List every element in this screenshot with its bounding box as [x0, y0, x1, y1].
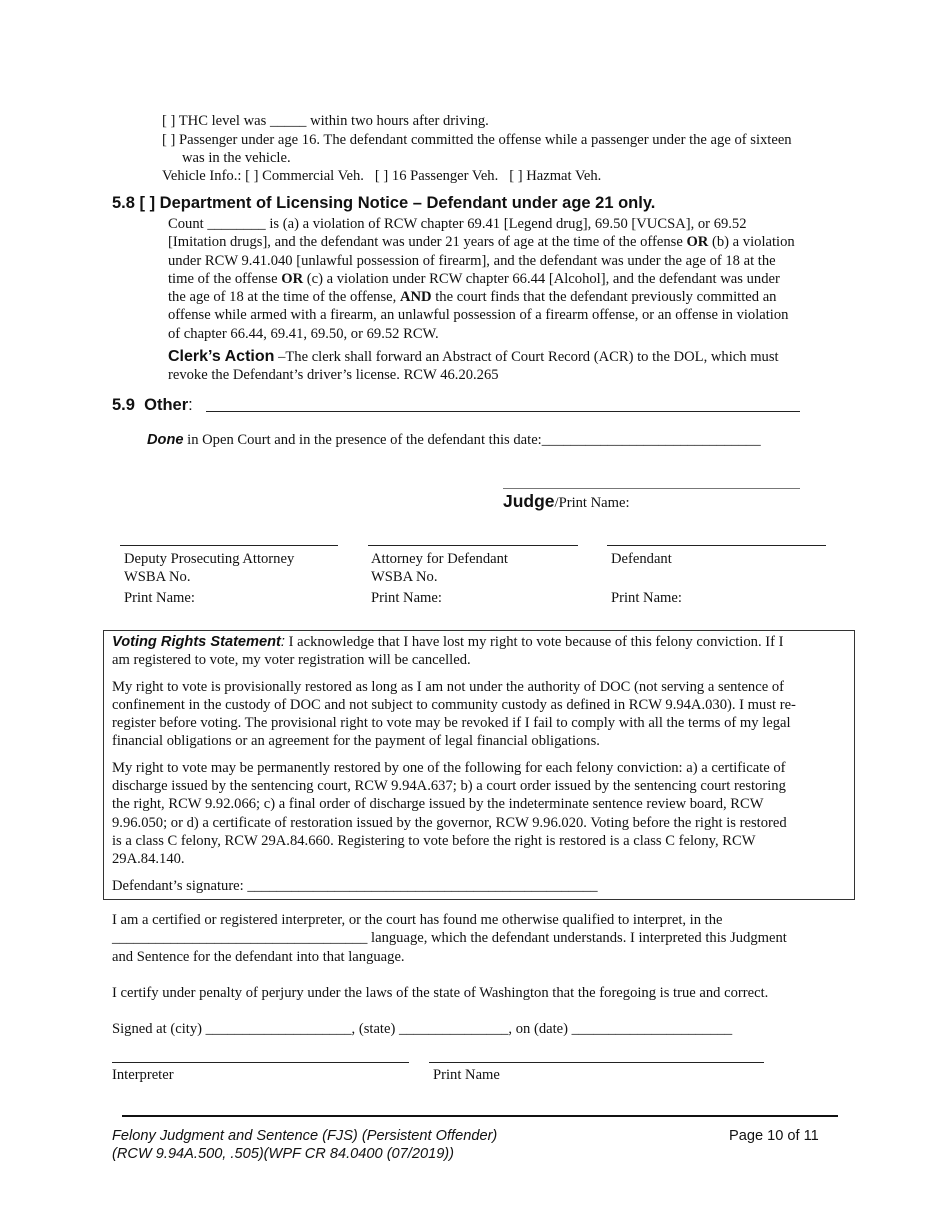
- language-field[interactable]: ___________________________________ language, which the defendant understands. I interpreted this Judgment: [112, 930, 787, 947]
- interpreter-signature-line[interactable]: [112, 1062, 409, 1063]
- section-5-8-heading: 5.8 [ ] Department of Licensing Notice – Defendant under age 21 only.: [112, 194, 656, 212]
- dol-line-3: under RCW 9.41.040 [unlawful possession of firearm], and the defendant was under the age of 18 at the: [168, 252, 776, 269]
- interpreter-print-name-line[interactable]: [429, 1062, 764, 1063]
- dol-line-7: of chapter 66.44, 69.41, 69.50, or 69.52 RCW.: [168, 325, 439, 342]
- voting-rights-label: Voting Rights Statement: [112, 634, 281, 650]
- section-5-9-label: 5.9 Other:: [112, 396, 193, 414]
- voting-rights-statement: Voting Rights Statement: I acknowledge that I have lost my right to vote because of this felony conviction. If I am registered to vote, my voter registration will be cancelled. My right to vote is provisionally restored as long as I am not under the authority of DOC (not serving a sentence of confinement in the custody of DOC and not subject to community custody as defined in RCW 9.94A.030). I must re- register before voting. The provisional right to vote may be revoked if I fail to comply with all the terms of my legal financial obligations or an agreement for the payment of legal financial obligations. My right to vote may be permanently restored by one of the following for each felony conviction: a) a certificate of discharge issued by the sentencing court, RCW 9.94A.637; b) a court order issued by the sentencing court restoring the right, RCW 9.92.066; c) a final order of discharge issued by the indeterminate sentence review board, RCW 9.96.050; or d) a certificate of restoration issued by the governor, RCW 9.96.020. Voting before the right is restored is a class C felony, RCW 29A.84.660. Registering to vote before the right is restored is a class C felony, RCW 29A.84.140. Defendant’s signature: ________________________________________________: [112, 633, 852, 895]
- defense-attorney-signature-line[interactable]: [368, 545, 578, 546]
- defendant-signature-field[interactable]: Defendant’s signature: ________________________________________________: [112, 877, 598, 894]
- done-label: Done: [147, 432, 184, 448]
- dol-line-5: the age of 18 at the time of the offense, AND the court finds that the defendant previously committed an: [168, 289, 777, 306]
- clerks-action: Clerk’s Action –The clerk shall forward an Abstract of Court Record (ACR) to the DOL, which must revoke the Defendant’s driver’s license. RCW 46.20.265: [168, 348, 779, 384]
- page-number: Page 10 of 11: [729, 1128, 819, 1144]
- dol-line-1: Count ________ is (a) a violation of RCW chapter 69.41 [Legend drug], 69.50 [VUCSA], or 69.52: [168, 216, 747, 232]
- signed-at-line[interactable]: Signed at (city) ____________________, (state) _______________, on (date) ______________________: [112, 1021, 733, 1037]
- defense-attorney-block: Attorney for Defendant WSBA No. Print Name:: [371, 551, 508, 606]
- done-line: Done in Open Court and in the presence of the defendant this date:______________________________: [147, 432, 761, 448]
- judge-signature-line[interactable]: [503, 488, 800, 489]
- prosecutor-signature-line[interactable]: [120, 545, 338, 546]
- passenger-line: [ ] Passenger under age 16. The defendant committed the offense while a passenger under the age of sixteen: [162, 132, 792, 148]
- defendant-block: Defendant Print Name:: [611, 551, 682, 606]
- prosecutor-block: Deputy Prosecuting Attorney WSBA No. Print Name:: [124, 551, 295, 606]
- vehicle-info-line: Vehicle Info.: [ ] Commercial Veh. [ ] 16 Passenger Veh. [ ] Hazmat Veh.: [162, 168, 602, 184]
- dol-line-2: [Imitation drugs], and the defendant was under 21 years of age at the time of the offense OR (b) a violation: [168, 234, 795, 251]
- dol-line-6: offense while armed with a firearm, an unlawful possession of a firearm offense, or an offense in violation: [168, 307, 789, 324]
- defendant-signature-line[interactable]: [607, 545, 826, 546]
- section-5-8-body: [168, 215, 848, 343]
- footer-title: Felony Judgment and Sentence (FJS) (Persistent Offender) (RCW 9.94A.500, .505)(WPF CR 84.0400 (07/2019)): [112, 1128, 498, 1162]
- clerks-action-label: Clerk’s Action: [168, 348, 275, 365]
- footer-rule: [122, 1115, 838, 1117]
- certify-line: I certify under penalty of perjury under the laws of the state of Washington that the foregoing is true and correct.: [112, 985, 769, 1001]
- judge-label: Judge: [503, 491, 555, 511]
- dol-line-4: time of the offense OR (c) a violation under RCW chapter 66.44 [Alcohol], and the defendant was under: [168, 270, 780, 287]
- interpreter-label: Interpreter: [112, 1067, 174, 1083]
- interpreter-statement: I am a certified or registered interpreter, or the court has found me otherwise qualified to interpret, in the ___________________________________ language, which the defendant understands. I interpreted this Judgment and Sentence for the defendant into that language.: [112, 911, 852, 966]
- judge-print-name: Judge/Print Name:: [503, 491, 630, 511]
- thc-level-line: [ ] THC level was _____ within two hours after driving.: [162, 113, 489, 129]
- print-name-label: Print Name: [433, 1067, 500, 1083]
- other-blank-line[interactable]: [206, 411, 800, 412]
- passenger-line-cont: was in the vehicle.: [182, 150, 291, 166]
